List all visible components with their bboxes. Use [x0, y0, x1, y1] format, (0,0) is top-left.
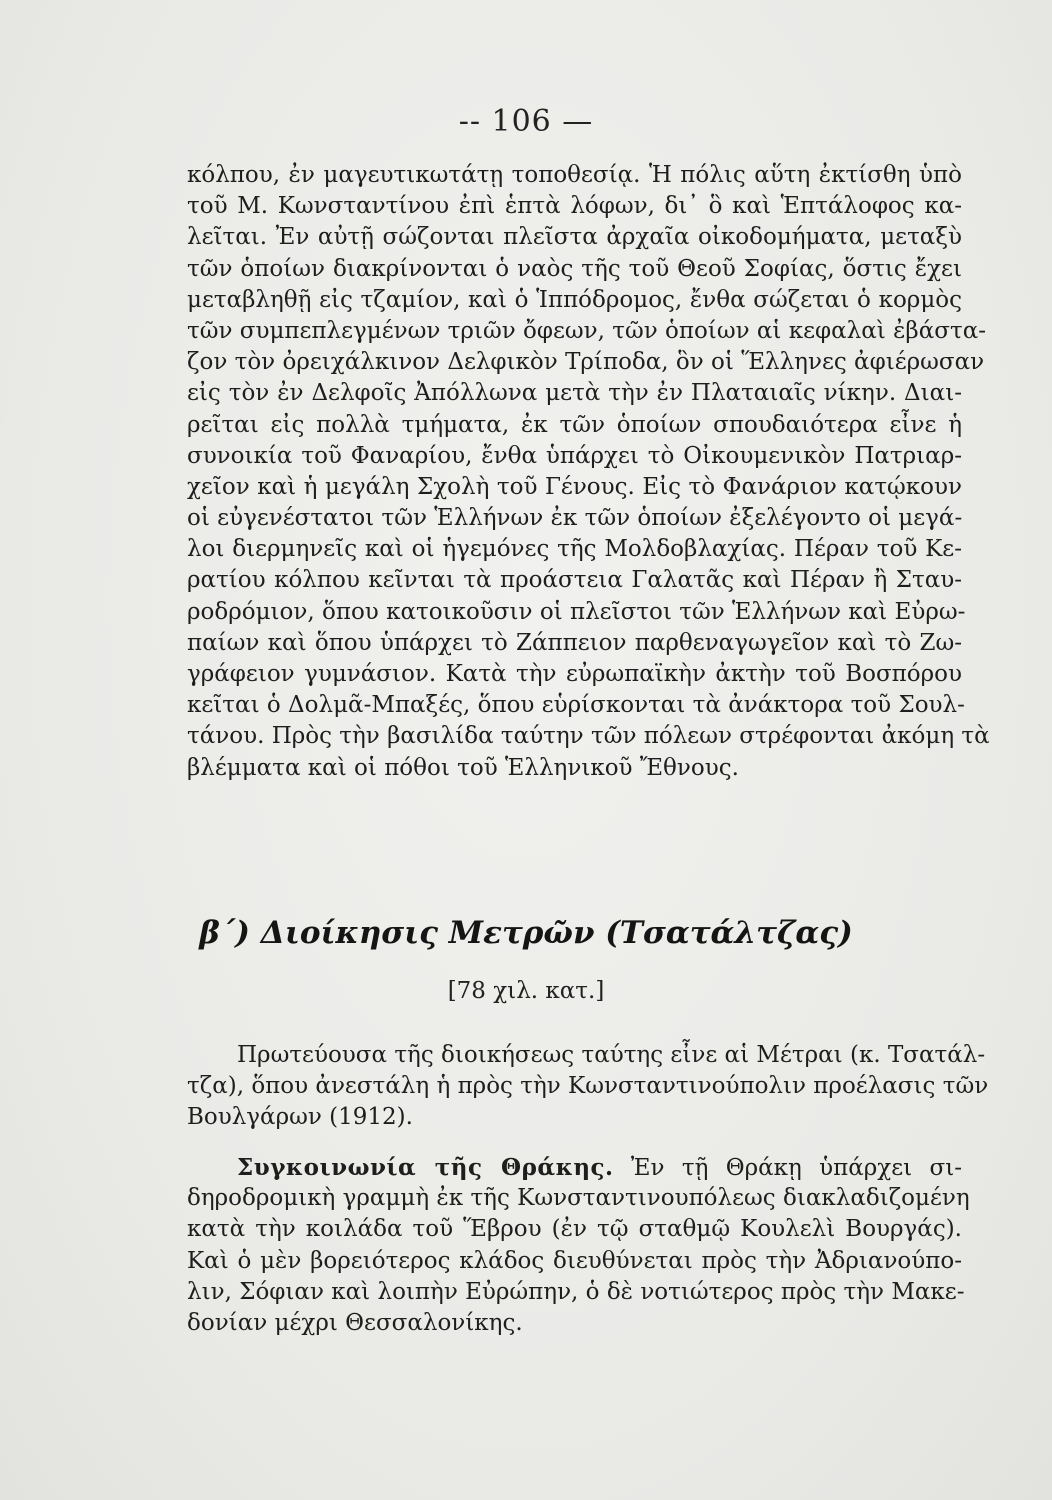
text-line: λιν, Σόφιαν καὶ λοιπὴν Εὐρώπην, ὁ δὲ νοτιώτερος πρὸς τὴν Μακε- — [187, 1278, 965, 1305]
text-line: ρατίου κόλπου κεῖνται τὰ προάστεια Γαλατᾶς καὶ Πέραν ἢ Σταυ- — [187, 567, 962, 594]
text-line: κόλπου, ἐν μαγευτικωτάτῃ τοποθεσίᾳ. Ἡ πόλις αὕτη ἐκτίσθη ὑπὸ — [187, 162, 962, 188]
text-line: Πρωτεύουσα τῆς διοικήσεως ταύτης εἶνε αἱ Μέτραι (κ. Τσατάλ- — [237, 1042, 986, 1068]
text-line: τῶν ὁποίων διακρίνονται ὁ ναὸς τῆς τοῦ Θεοῦ Σοφίας, ὅστις ἔχει — [187, 255, 962, 282]
text-line: παίων καὶ ὅπου ὑπάρχει τὸ Ζάππειον παρθεναγωγεῖον καὶ τὸ Ζω- — [187, 629, 962, 656]
text-line: κατὰ τὴν κοιλάδα τοῦ Ἕβρου (ἐν τῷ σταθμῷ Κουλελὶ Βουργάς). — [187, 1216, 962, 1243]
text-line: Βουλγάρων (1912). — [187, 1104, 413, 1131]
text-line: κεῖται ὁ Δολμᾶ-Μπαξές, ὅπου εὑρίσκονται τὰ ἀνάκτορα τοῦ Σουλ- — [187, 692, 965, 719]
text-line: συνοικία τοῦ Φαναρίου, ἔνθα ὑπάρχει τὸ Οἰκουμενικὸν Πατριαρ- — [187, 442, 962, 469]
paragraph-thrace-transport — [187, 1152, 970, 1339]
text-line: μεταβληθῇ εἰς τζαμίον, καὶ ὁ Ἱππόδρομος, ἔνθα σώζεται ὁ κορμὸς — [187, 286, 962, 313]
text-line: Καὶ ὁ μὲν βορειότερος κλάδος διευθύνεται πρὸς τὴν Ἀδριανούπο- — [187, 1247, 962, 1274]
text-line: εἰς τὸν ἐν Δελφοῖς Ἀπόλλωνα μετὰ τὴν ἐν Πλαταιαῖς νίκην. Διαι- — [187, 380, 962, 407]
section-heading: β΄) Διοίκησις Μετρῶν (Τσατάλτζας) — [199, 915, 853, 951]
text-line: οἱ εὐγενέστατοι τῶν Ἑλλήνων ἐκ τῶν ὁποίων ἐξελέγοντο οἱ μεγά- — [187, 505, 963, 532]
text-line: ζον τὸν ὀρειχάλκινον Δελφικὸν Τρίποδα, ὃν οἱ Ἕλληνες ἀφιέρωσαν — [187, 349, 985, 376]
paragraph-constantinople — [187, 160, 990, 784]
text-line: τῶν συμπεπλεγμένων τριῶν ὄφεων, τῶν ὁποίων αἱ κεφαλαὶ ἐβάστα- — [187, 317, 986, 344]
page-number: -- 106 — — [458, 104, 594, 139]
text-fragment: Ἐν τῇ Θράκῃ ὑπάρχει σι- — [630, 1155, 962, 1181]
text-line: τάνου. Πρὸς τὴν βασιλίδα ταύτην τῶν πόλεων στρέφονται ἀκόμη τὰ — [187, 723, 990, 750]
text-line: ροδρόμιον, ὅπου κατοικοῦσιν οἱ πλεῖστοι τῶν Ἑλλήνων καὶ Εὐρω- — [187, 598, 966, 625]
text-line: ρεῖται εἰς πολλὰ τμήματα, ἐκ τῶν ὁποίων σπουδαιότερα εἶνε ἡ — [187, 411, 962, 438]
run-in-heading: Συγκοινωνία τῆς Θράκης. — [237, 1154, 614, 1181]
text-line: βλέμματα καὶ οἱ πόθοι τοῦ Ἑλληνικοῦ Ἔθνους. — [187, 754, 739, 781]
paragraph-metrai — [187, 1040, 989, 1134]
text-line: τζα), ὅπου ἀνεστάλη ἡ πρὸς τὴν Κωνσταντινούπολιν προέλασις τῶν — [187, 1073, 989, 1100]
text-line: δονίαν μέχρι Θεσσαλονίκης. — [187, 1309, 523, 1336]
text-line: λοι διερμηνεῖς καὶ οἱ ἡγεμόνες τῆς Μολδοβλαχίας. Πέραν τοῦ Κε- — [187, 536, 962, 563]
text-line: χεῖον καὶ ἡ μεγάλη Σχολὴ τοῦ Γένους. Εἰς τὸ Φανάριον κατῴκουν — [187, 473, 962, 500]
text-line-first — [187, 1152, 962, 1183]
text-line: τοῦ Μ. Κωνσταντίνου ἐπὶ ἑπτὰ λόφων, δι᾽ ὃ καὶ Ἑπτάλοφος κα- — [187, 193, 962, 220]
text-line: δηροδρομικὴ γραμμὴ ἐκ τῆς Κωνσταντινουπόλεως διακλαδιζομένη — [187, 1185, 970, 1212]
area-note: [78 χιλ. κατ.] — [447, 978, 605, 1004]
text-line: λεῖται. Ἐν αὐτῇ σώζονται πλεῖστα ἀρχαῖα οἰκοδομήματα, μεταξὺ — [187, 224, 962, 251]
text-line: γράφειον γυμνάσιον. Κατὰ τὴν εὐρωπαϊκὴν ἀκτὴν τοῦ Βοσπόρου — [187, 661, 962, 687]
